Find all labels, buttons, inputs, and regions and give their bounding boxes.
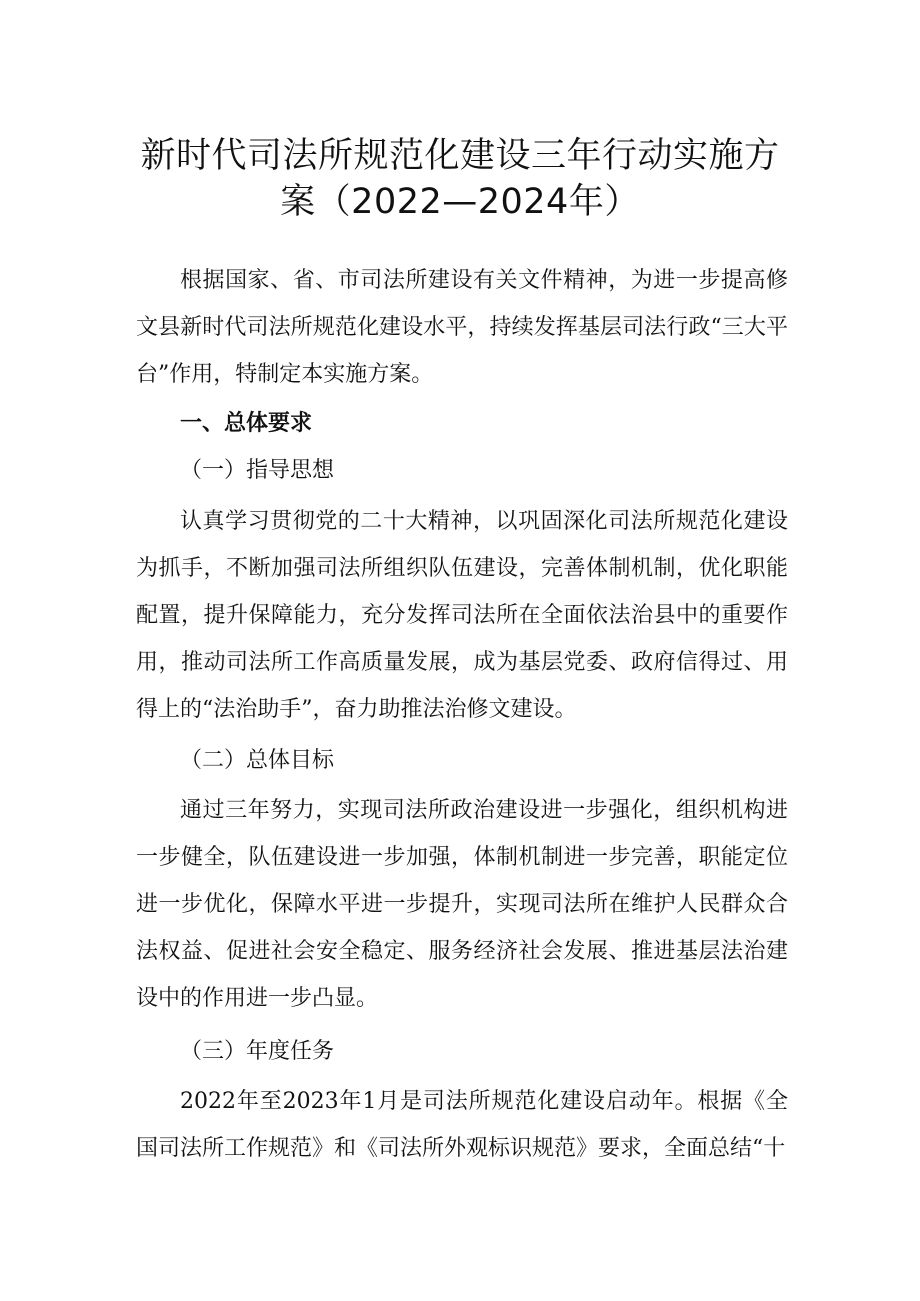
section-heading-general-requirements: 一、总体要求 — [180, 411, 313, 436]
intro-paragraph: 根据国家、省、市司法所建设有关文件精神，为进一步提高修文县新时代司法所规范化建设水平，持续发挥基层司法行政“三大平台”作用，特制定本实施方案。 — [136, 268, 788, 387]
annual-tasks-paragraph: 2022年至2023年1月是司法所规范化建设启动年。根据《全国司法所工作规范》和《司法所外观标识规范》要求，全面总结“十 — [136, 1089, 788, 1161]
document-title-line-1: 新时代司法所规范化建设三年行动实施方 — [140, 136, 780, 176]
overall-goal-paragraph: 通过三年努力，实现司法所政治建设进一步强化，组织机构进一步健全，队伍建设进一步加强，体制机制进一步完善，职能定位进一步优化，保障水平进一步提升，实现司法所在维护人民群众合法权益、促进社会安全稳定、服务经济社会发展、推进基层法治建设中的作用进一步凸显。 — [136, 798, 788, 1011]
document-title-line-2: 案（2022—2024年） — [280, 182, 640, 222]
subsection-heading-annual-tasks: （三）年度任务 — [180, 1039, 335, 1064]
guiding-ideology-paragraph: 认真学习贯彻党的二十大精神，以巩固深化司法所规范化建设为抓手，不断加强司法所组织队伍建设，完善体制机制，优化职能配置，提升保障能力，充分发挥司法所在全面依法治县中的重要作用，推动司法所工作高质量发展，成为基层党委、政府信得过、用得上的“法治助手”，奋力助推法治修文建设。 — [136, 509, 788, 722]
subsection-heading-overall-goal: （二）总体目标 — [180, 748, 335, 773]
subsection-heading-guiding-ideology: （一）指导思想 — [180, 458, 335, 483]
